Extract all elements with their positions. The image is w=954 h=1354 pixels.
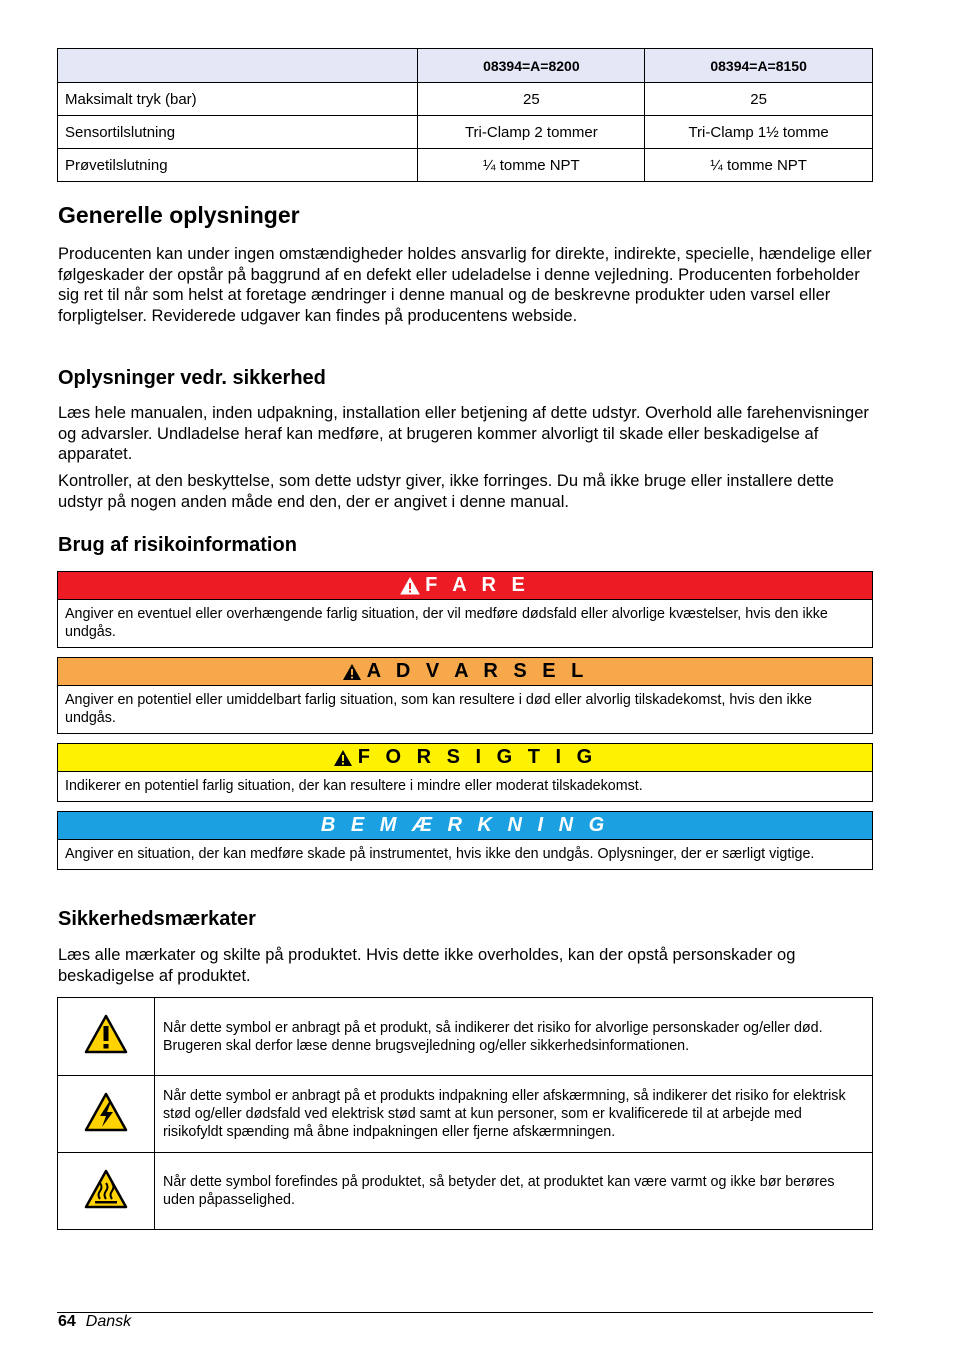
danger-label: F A R E (425, 574, 530, 596)
notice-box (57, 811, 873, 870)
table-header-cell: 08394=A=8150 (645, 49, 873, 83)
caution-header (58, 744, 872, 772)
labels-paragraph: Læs alle mærkater og skilte på produktet. Hvis dette ikke overholdes, kan der opstå personskader og beskadigelse af produktet. (58, 946, 796, 985)
footer-language: Dansk (85, 1313, 132, 1330)
general-paragraph: Producenten kan under ingen omstændigheder holdes ansvarlig for direkte, indirekte, specielle, hændelige eller følgeskader der opstår på baggrund af en defekt eller udeladelse i denne vejledning. Producenten forbeholder sig ret til når som helst at foretage ændringer i denne manual og de beskrevne produkter uden varsel eller forpligtelser. Reviderede udgaver kan findes på producentens webside. (58, 245, 872, 325)
table-row (58, 83, 873, 116)
danger-text: Angiver en eventuel eller overhængende farlig situation, der vil medføre dødsfald eller alvorlige kvæstelser, hvis den ikke undgås. (65, 606, 828, 640)
caution-box (57, 743, 873, 802)
caution-text: Indikerer en potentiel farlig situation, der kan resultere i mindre eller moderat tilskadekomst. (65, 778, 643, 794)
general-warning-icon (84, 1014, 128, 1054)
warning-header (58, 658, 872, 686)
table-cell: Sensortilslutning (58, 116, 418, 149)
table-header-cell (58, 49, 418, 83)
notice-text: Angiver en situation, der kan medføre skade på instrumentet, hvis ikke den undgås. Oplysninger, der er særligt vigtige. (65, 846, 815, 862)
symbol-table (57, 997, 873, 1230)
hot-surface-icon (84, 1169, 128, 1209)
table-cell: ¼ tomme NPT (645, 149, 873, 182)
table-row (58, 998, 873, 1076)
table-header-cell: 08394=A=8200 (418, 49, 645, 83)
subsection-heading: Sikkerhedsmærkater (58, 908, 256, 930)
safety-paragraph: Kontroller, at den beskyttelse, som dette udstyr giver, ikke forringes. Du må ikke bruge eller installere dette udstyr på nogen anden måde end den, der er angivet i denne manual. (58, 472, 834, 511)
notice-label: B E M Æ R K N I N G (320, 814, 610, 836)
table-cell: Maksimalt tryk (bar) (58, 83, 418, 116)
symbol-description: Når dette symbol forefindes på produktet, så betyder det, at produktet kan være varmt og ikke bør berøres uden påpasselighed. (155, 1153, 873, 1230)
symbol-description: Når dette symbol er anbragt på et produkt, så indikerer det risiko for alvorlige personskader og/eller død. Brugeren skal derfor læse denne brugsvejledning og/eller sikkerhedsinformationen. (155, 998, 873, 1076)
table-cell: Prøvetilslutning (58, 149, 418, 182)
warning-box (57, 657, 873, 734)
table-row (58, 116, 873, 149)
danger-header (58, 572, 872, 600)
section-heading: Generelle oplysninger (58, 202, 300, 228)
table-row (58, 1153, 873, 1230)
page-footer (58, 1313, 131, 1331)
footer-divider (57, 1312, 873, 1313)
table-cell: 25 (418, 83, 645, 116)
notice-header (58, 812, 872, 840)
warning-triangle-icon (342, 663, 362, 681)
table-cell: Tri-Clamp 1½ tomme (645, 116, 873, 149)
symbol-description: Når dette symbol er anbragt på et produkts indpakning eller afskærmning, så indikerer det risiko for elektrisk stød og/eller dødsfald ved elektrisk stød samt at kun personer, som er kvalificerede til at arbejde med risikofyldt spænding må åbne indpakningen eller fjerne afskærmningen. (155, 1076, 873, 1153)
table-cell: 25 (645, 83, 873, 116)
electrical-hazard-icon (84, 1092, 128, 1132)
page-number: 64 (58, 1313, 76, 1330)
warning-text: Angiver en potentiel eller umiddelbart farlig situation, som kan resultere i død eller alvorlig tilskadekomst, hvis den ikke undgås. (65, 692, 812, 726)
table-header-row (58, 49, 873, 83)
table-row (58, 1076, 873, 1153)
table-cell: ¼ tomme NPT (418, 149, 645, 182)
danger-box (57, 571, 873, 648)
subsection-heading: Oplysninger vedr. sikkerhed (58, 367, 326, 389)
warning-triangle-icon (400, 577, 420, 595)
spec-table (57, 48, 873, 182)
safety-paragraph: Læs hele manualen, inden udpakning, installation eller betjening af dette udstyr. Overhold alle farehenvisninger og advarsler. Undladelse heraf kan medføre, at brugeren kommer alvorligt til skade eller beskadigelse af apparatet. (58, 404, 869, 463)
table-row (58, 149, 873, 182)
table-cell: Tri-Clamp 2 tommer (418, 116, 645, 149)
caution-label: F O R S I G T I G (357, 746, 598, 768)
subsection-heading: Brug af risikoinformation (58, 534, 297, 556)
warning-label: A D V A R S E L (366, 660, 589, 682)
warning-triangle-icon (333, 749, 353, 767)
